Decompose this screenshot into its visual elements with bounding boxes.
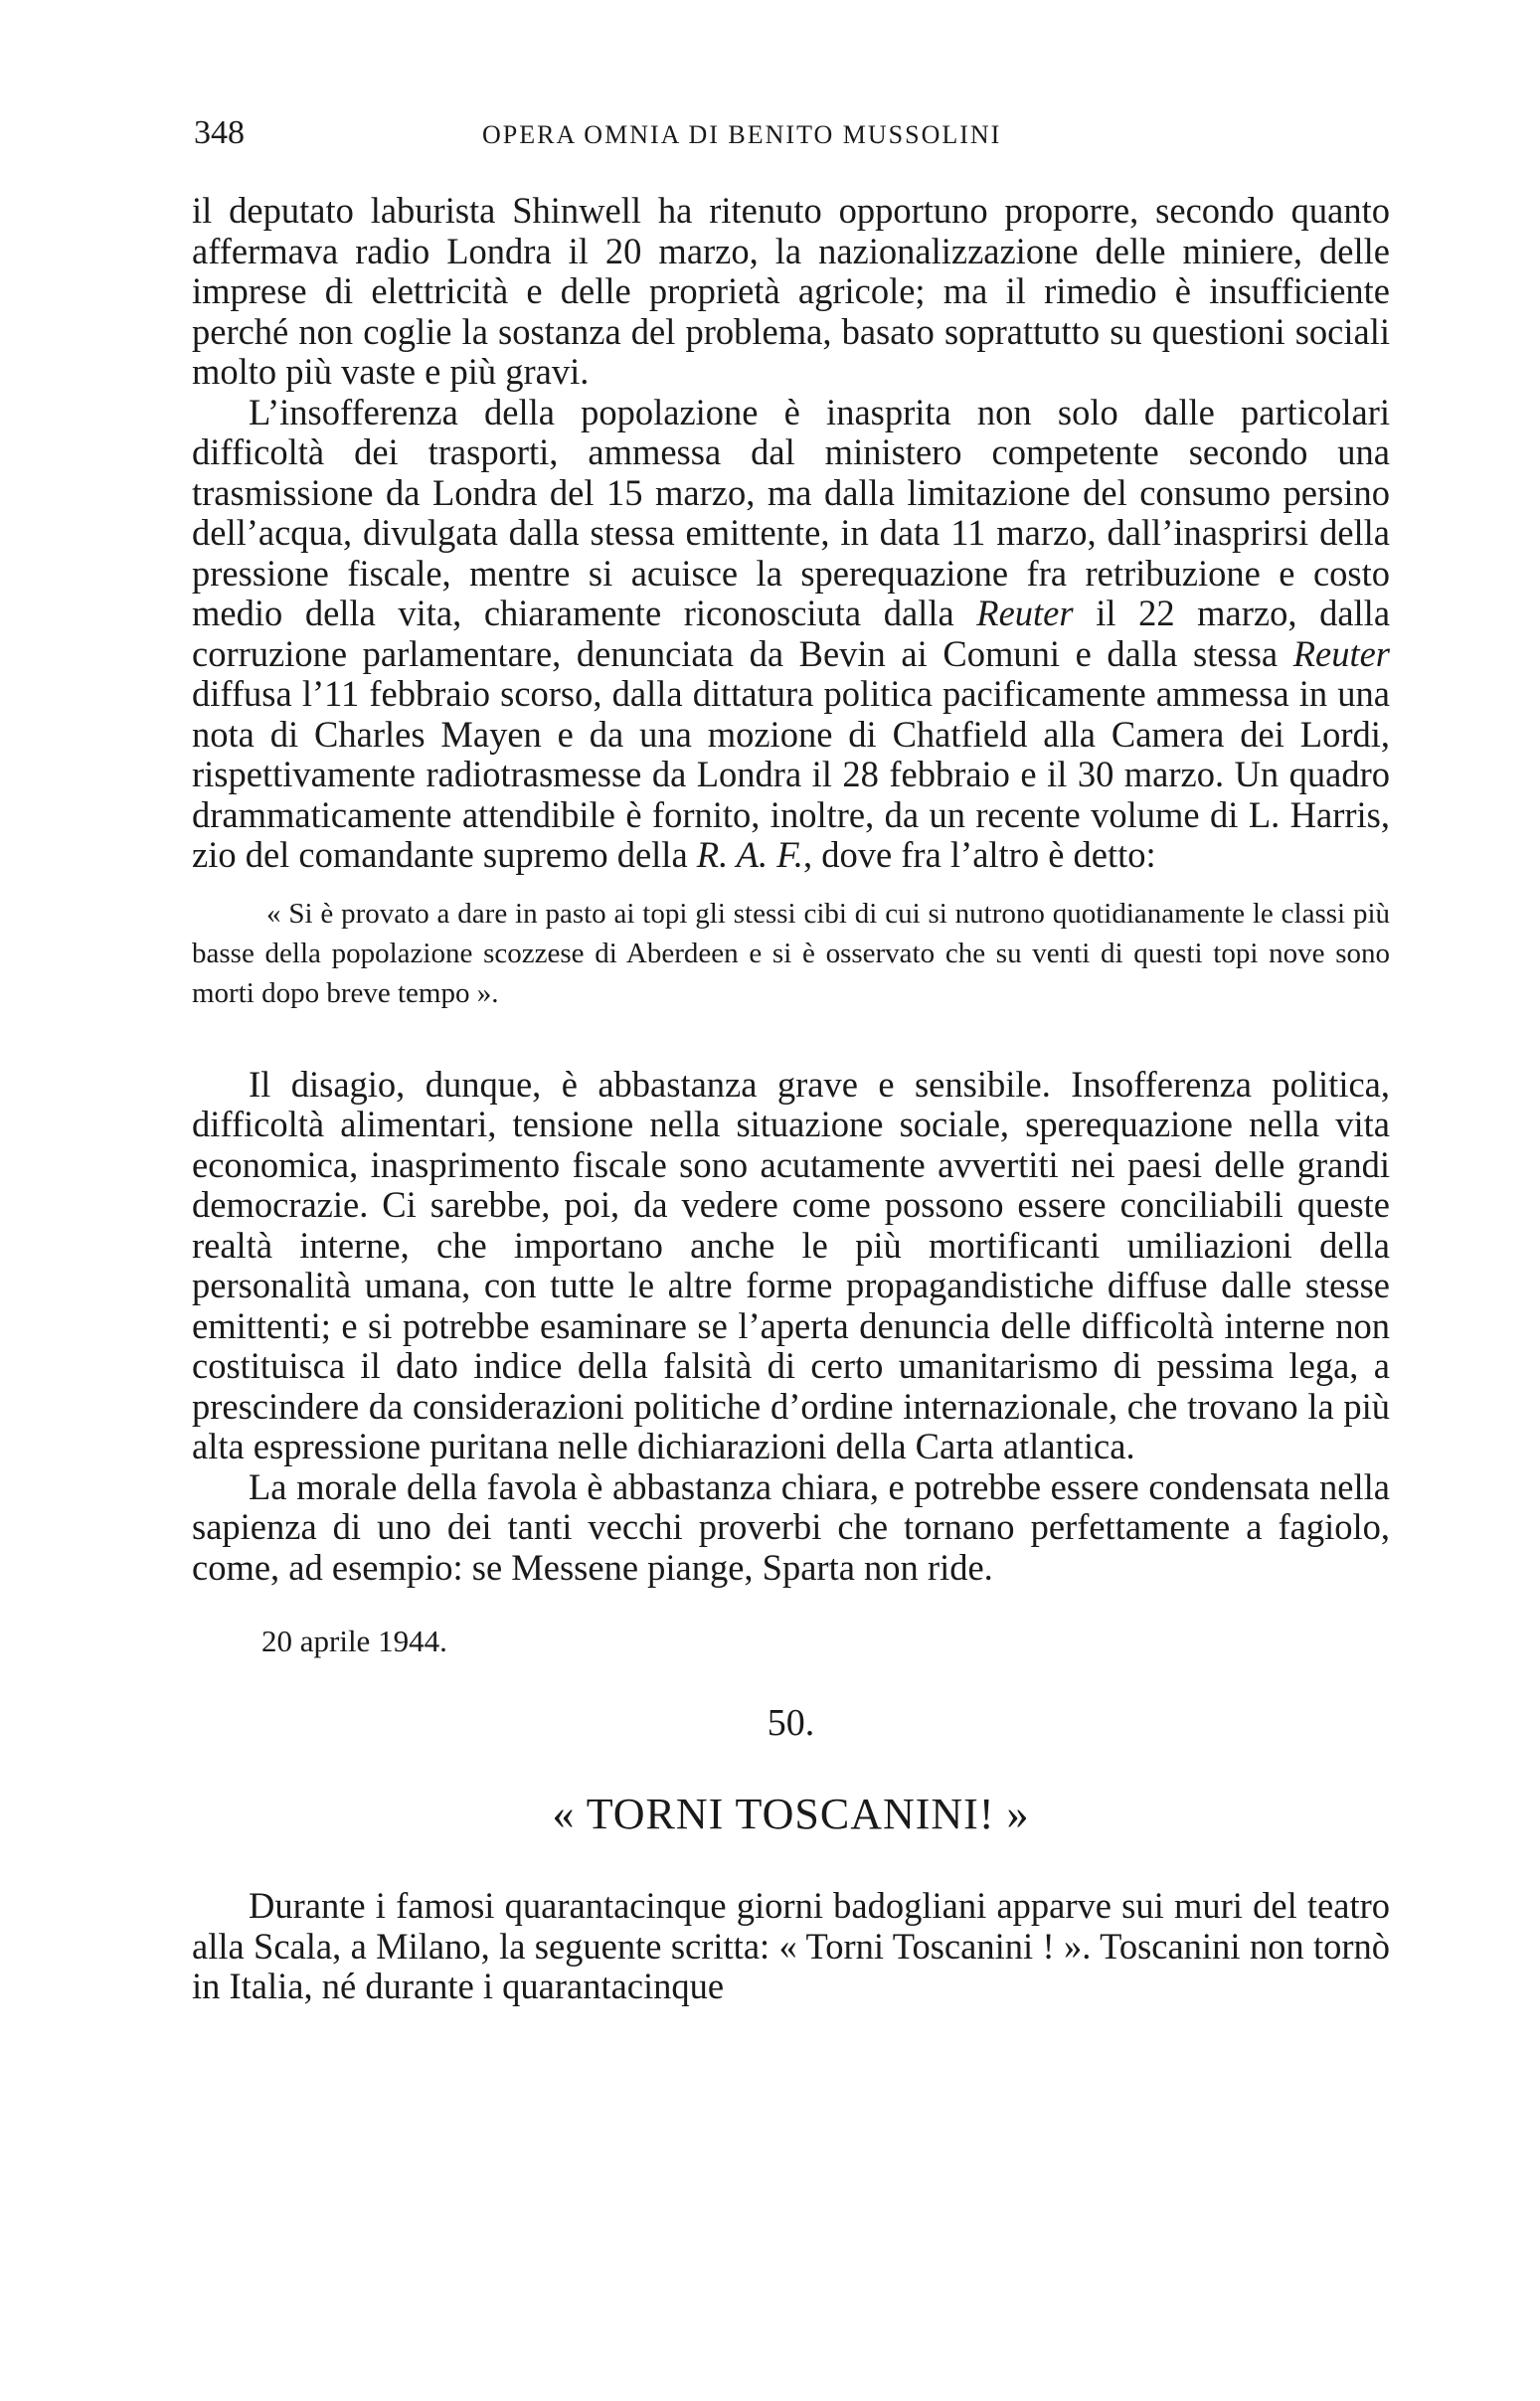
paragraph-2-part-c: diffusa l’11 febbraio scorso, dalla dittatura politica pacificamente ammessa in una nota di Charles Mayen e da una mozione di Chatfield alla Camera dei Lordi, rispettivamente radiotrasmesse da Londra il 28 febbraio e il 30 marzo. Un quadro drammaticamente attendibile è fornito, inoltre, da un recente volume di L. Harris, zio del comandante supremo della [192, 673, 1390, 875]
article-date: 20 aprile 1944. [261, 1624, 447, 1658]
article-title: « TORNI TOSCANINI! » [552, 1790, 1030, 1838]
text-block [192, 191, 1390, 2007]
paragraph-1: il deputato laburista Shinwell ha ritenuto opportuno proporre, secondo quanto affermava radio Londra il 20 marzo, la nazionalizzazione delle miniere, delle imprese di elettricità e delle proprietà agricole; ma il rimedio è insufficiente perché non coglie la sostanza del problema, basato soprattutto su questioni sociali molto più vaste e più gravi. [192, 190, 1390, 392]
raf-abbreviation: R. A. F. [696, 834, 803, 875]
block-quote: « Si è provato a dare in pasto ai topi gli stessi cibi di cui si nutrono quotidianamente le classi più basse della popolazione scozzese di Aberdeen e si è osservato che su venti di questi topi nove sono morti dopo breve tempo ». [192, 897, 1390, 1009]
page-header [194, 114, 1387, 164]
reuter-citation-1: Reuter [976, 593, 1074, 633]
section-number: 50. [767, 1702, 815, 1744]
running-head: OPERA OMNIA DI BENITO MUSSOLINI [482, 120, 1002, 149]
paragraph-3: Il disagio, dunque, è abbastanza grave e sensibile. Insofferenza politica, difficoltà alimentari, tensione nella situazione sociale, sperequazione nella vita economica, inasprimento fiscale sono acutamente avvertiti nei paesi delle grandi democrazie. Ci sarebbe, poi, da vedere come possono essere conciliabili queste realtà interne, che importano anche le più mortificanti umiliazioni della personalità umana, con tutte le altre forme propagandistiche diffuse dalle stesse emittenti; e si potrebbe esaminare se l’aperta denuncia delle difficoltà interne non costituisca il dato indice della falsità di certo umanitarismo di pessima lega, a prescindere da considerazioni politiche d’ordine internazionale, che trovano la più alta espressione puritana nelle dichiarazioni della Carta atlantica. [192, 1063, 1390, 1466]
paragraph-2-part-b: il 22 marzo, dalla corruzione parlamentare, denunciata da Bevin ai Comuni e dalla stessa [192, 593, 1391, 674]
paragraph-2 [192, 393, 1390, 876]
page-number: 348 [194, 114, 245, 151]
article-opening-paragraph: Durante i famosi quarantacinque giorni badogliani apparve sui muri del teatro alla Scala, a Milano, la seguente scritta: « Torni Toscanini ! ». Toscanini non tornò in Italia, né durante i quarantacinque [192, 1885, 1390, 2006]
paragraph-2-part-d: , dove fra l’altro è detto: [802, 834, 1156, 875]
paragraph-2-part-a: L’insofferenza della popolazione è inasprita non solo dalle particolari difficoltà dei trasporti, ammessa dal ministero competente secondo una trasmissione da Londra del 15 marzo, ma dalla limitazione del consumo persino dell’acqua, divulgata dalla stessa emittente, in data 11 marzo, dall’inasprirsi della pressione fiscale, mentre si acuisce la sperequazione fra retribuzione e costo medio della vita, chiaramente riconosciuta dalla [192, 391, 1390, 633]
reuter-citation-2: Reuter [1292, 632, 1391, 674]
paragraph-4: La morale della favola è abbastanza chiara, e potrebbe essere condensata nella sapienza di uno dei tanti vecchi proverbi che tornano perfettamente a fagiolo, come, ad esempio: se Messene piange, Sparta non ride. [192, 1465, 1390, 1588]
